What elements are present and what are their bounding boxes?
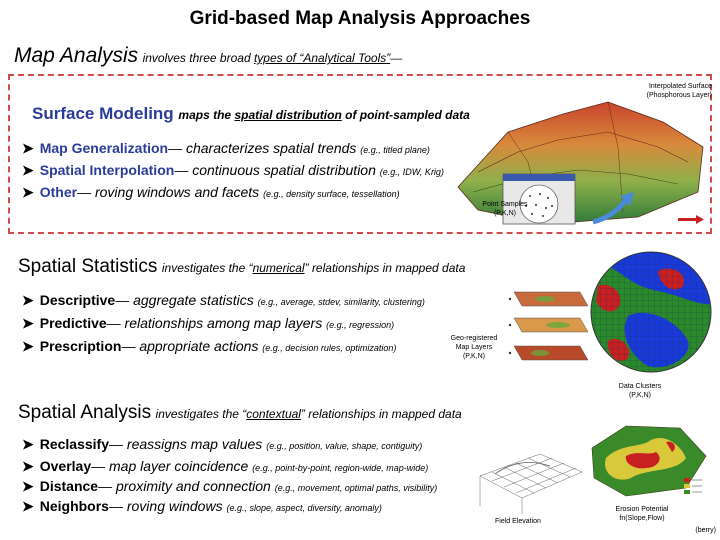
data-clusters-line-2: (P,K,N) [628, 392, 652, 399]
footer-note: (berry) [695, 527, 716, 534]
spatial-analysis-title: Spatial Analysis [18, 402, 152, 423]
bullet-name: Prescription [39, 338, 122, 354]
intro-underlined: types of “Analytical Tools” [253, 51, 391, 65]
bullet-name: Map Generalization [39, 140, 169, 156]
spatial-analysis-desc-underlined: contextual [246, 407, 301, 421]
bullet-arrow-icon: ➤ [22, 478, 34, 494]
bullet-desc: — proximity and connection [98, 478, 275, 494]
bullet-desc: — reassigns map values [109, 436, 267, 452]
list-item [22, 162, 444, 179]
surface-caption-line-1: Interpolated Surface [648, 83, 712, 90]
point-samples-caption [470, 200, 540, 218]
bullet-desc: — appropriate actions [121, 338, 263, 354]
spatial-statistics-desc-underlined: numerical [252, 261, 305, 275]
bullet-example: (e.g., slope, aspect, diversity, anomaly) [226, 503, 382, 513]
bullet-name: Reclassify [39, 436, 110, 452]
erosion-line-2: fn(Slope,Flow) [619, 515, 665, 522]
bullet-name: Distance [39, 478, 99, 494]
map-layers-line-1: Geo-registered [450, 335, 498, 342]
map-layers-line-3: (P,K,N) [462, 353, 486, 360]
map-layers-line-2: Map Layers [455, 344, 493, 351]
bullet-arrow-icon: ➤ [22, 184, 34, 200]
bullet-arrow-icon: ➤ [22, 458, 34, 474]
bullet-arrow-icon: ➤ [22, 292, 34, 308]
list-item [22, 498, 382, 515]
bullet-arrow-icon: ➤ [22, 338, 34, 354]
list-item [22, 292, 425, 309]
intro-line [14, 44, 402, 68]
bullet-arrow-icon: ➤ [22, 315, 34, 331]
bullet-name: Neighbors [39, 498, 109, 514]
bullet-example: (e.g., density surface, tessellation) [263, 189, 400, 199]
bullet-example: (e.g., decision rules, optimization) [262, 343, 397, 353]
erosion-caption [600, 505, 684, 523]
intro-text: involves three broad [142, 51, 254, 65]
bullet-example: (e.g., titled plane) [360, 145, 430, 155]
point-samples-line-1: Point Samples [482, 201, 528, 208]
spatial-analysis-heading [18, 402, 462, 424]
surface-caption-top [592, 82, 712, 100]
bullet-desc: — aggregate statistics [115, 292, 258, 308]
bullet-example: (e.g., position, value, shape, contiguity) [266, 441, 423, 451]
surface-modeling-desc-underlined: spatial distribution [234, 108, 342, 122]
bullet-arrow-icon: ➤ [22, 140, 34, 156]
spatial-analysis-desc-b: ” relationships in mapped data [300, 407, 462, 421]
bullet-desc: — roving windows [108, 498, 227, 514]
spatial-statistics-heading [18, 256, 465, 278]
erosion-potential-image [586, 418, 712, 502]
surface-caption-line-2: (Phosphorous Layer) [646, 92, 712, 99]
bullet-name: Other [39, 184, 78, 200]
bullet-example: (e.g., IDW, Krig) [379, 167, 444, 177]
bullet-arrow-icon: ➤ [22, 436, 34, 452]
list-item [22, 315, 394, 332]
list-item [22, 184, 400, 201]
list-item [22, 140, 430, 157]
bullet-name: Overlay [39, 458, 92, 474]
bullet-example: (e.g., average, stdev, similarity, clustering) [257, 297, 425, 307]
spatial-statistics-desc-a: investigates the “ [161, 261, 253, 275]
bullet-example: (e.g., regression) [326, 320, 395, 330]
surface-modeling-title: Surface Modeling [32, 104, 174, 123]
bullet-desc: — continuous spatial distribution [174, 162, 380, 178]
bullet-desc: — relationships among map layers [106, 315, 327, 331]
bullet-name: Predictive [39, 315, 107, 331]
data-clusters-image [588, 246, 714, 384]
bullet-desc: — map layer coincidence [91, 458, 253, 474]
page-title: Grid-based Map Analysis Approaches [189, 8, 531, 29]
bullet-arrow-icon: ➤ [22, 162, 34, 178]
bullet-arrow-icon: ➤ [22, 498, 34, 514]
data-clusters-caption [600, 382, 680, 400]
field-elevation-image [470, 436, 590, 518]
list-item [22, 436, 422, 453]
bullet-desc: — characterizes spatial trends [168, 140, 361, 156]
bullet-example: (e.g., point-by-point, region-wide, map-wide) [252, 463, 429, 473]
surface-modeling-desc-b: of point-sampled data [341, 108, 470, 122]
spatial-statistics-desc-b: ” relationships in mapped data [304, 261, 466, 275]
spatial-analysis-desc-a: investigates the “ [155, 407, 247, 421]
bullet-name: Spatial Interpolation [39, 162, 175, 178]
map-layers-image [500, 284, 592, 374]
surface-modeling-heading [32, 104, 470, 124]
bullet-example: (e.g., movement, optimal paths, visibility) [274, 483, 438, 493]
intro-dash: — [390, 51, 403, 65]
field-elevation-caption: Field Elevation [495, 518, 541, 525]
list-item [22, 478, 437, 495]
data-clusters-line-1: Data Clusters [618, 383, 662, 390]
bullet-name: Descriptive [39, 292, 116, 308]
spatial-statistics-title: Spatial Statistics [18, 256, 158, 277]
bullet-desc: — roving windows and facets [77, 184, 264, 200]
erosion-line-1: Erosion Potential [615, 506, 669, 513]
map-layers-caption [446, 334, 502, 361]
surface-modeling-desc-a: maps the [178, 108, 235, 122]
intro-lead: Map Analysis [14, 44, 139, 67]
list-item [22, 338, 396, 355]
point-samples-line-2: (P,K,N) [493, 210, 517, 217]
list-item [22, 458, 428, 475]
